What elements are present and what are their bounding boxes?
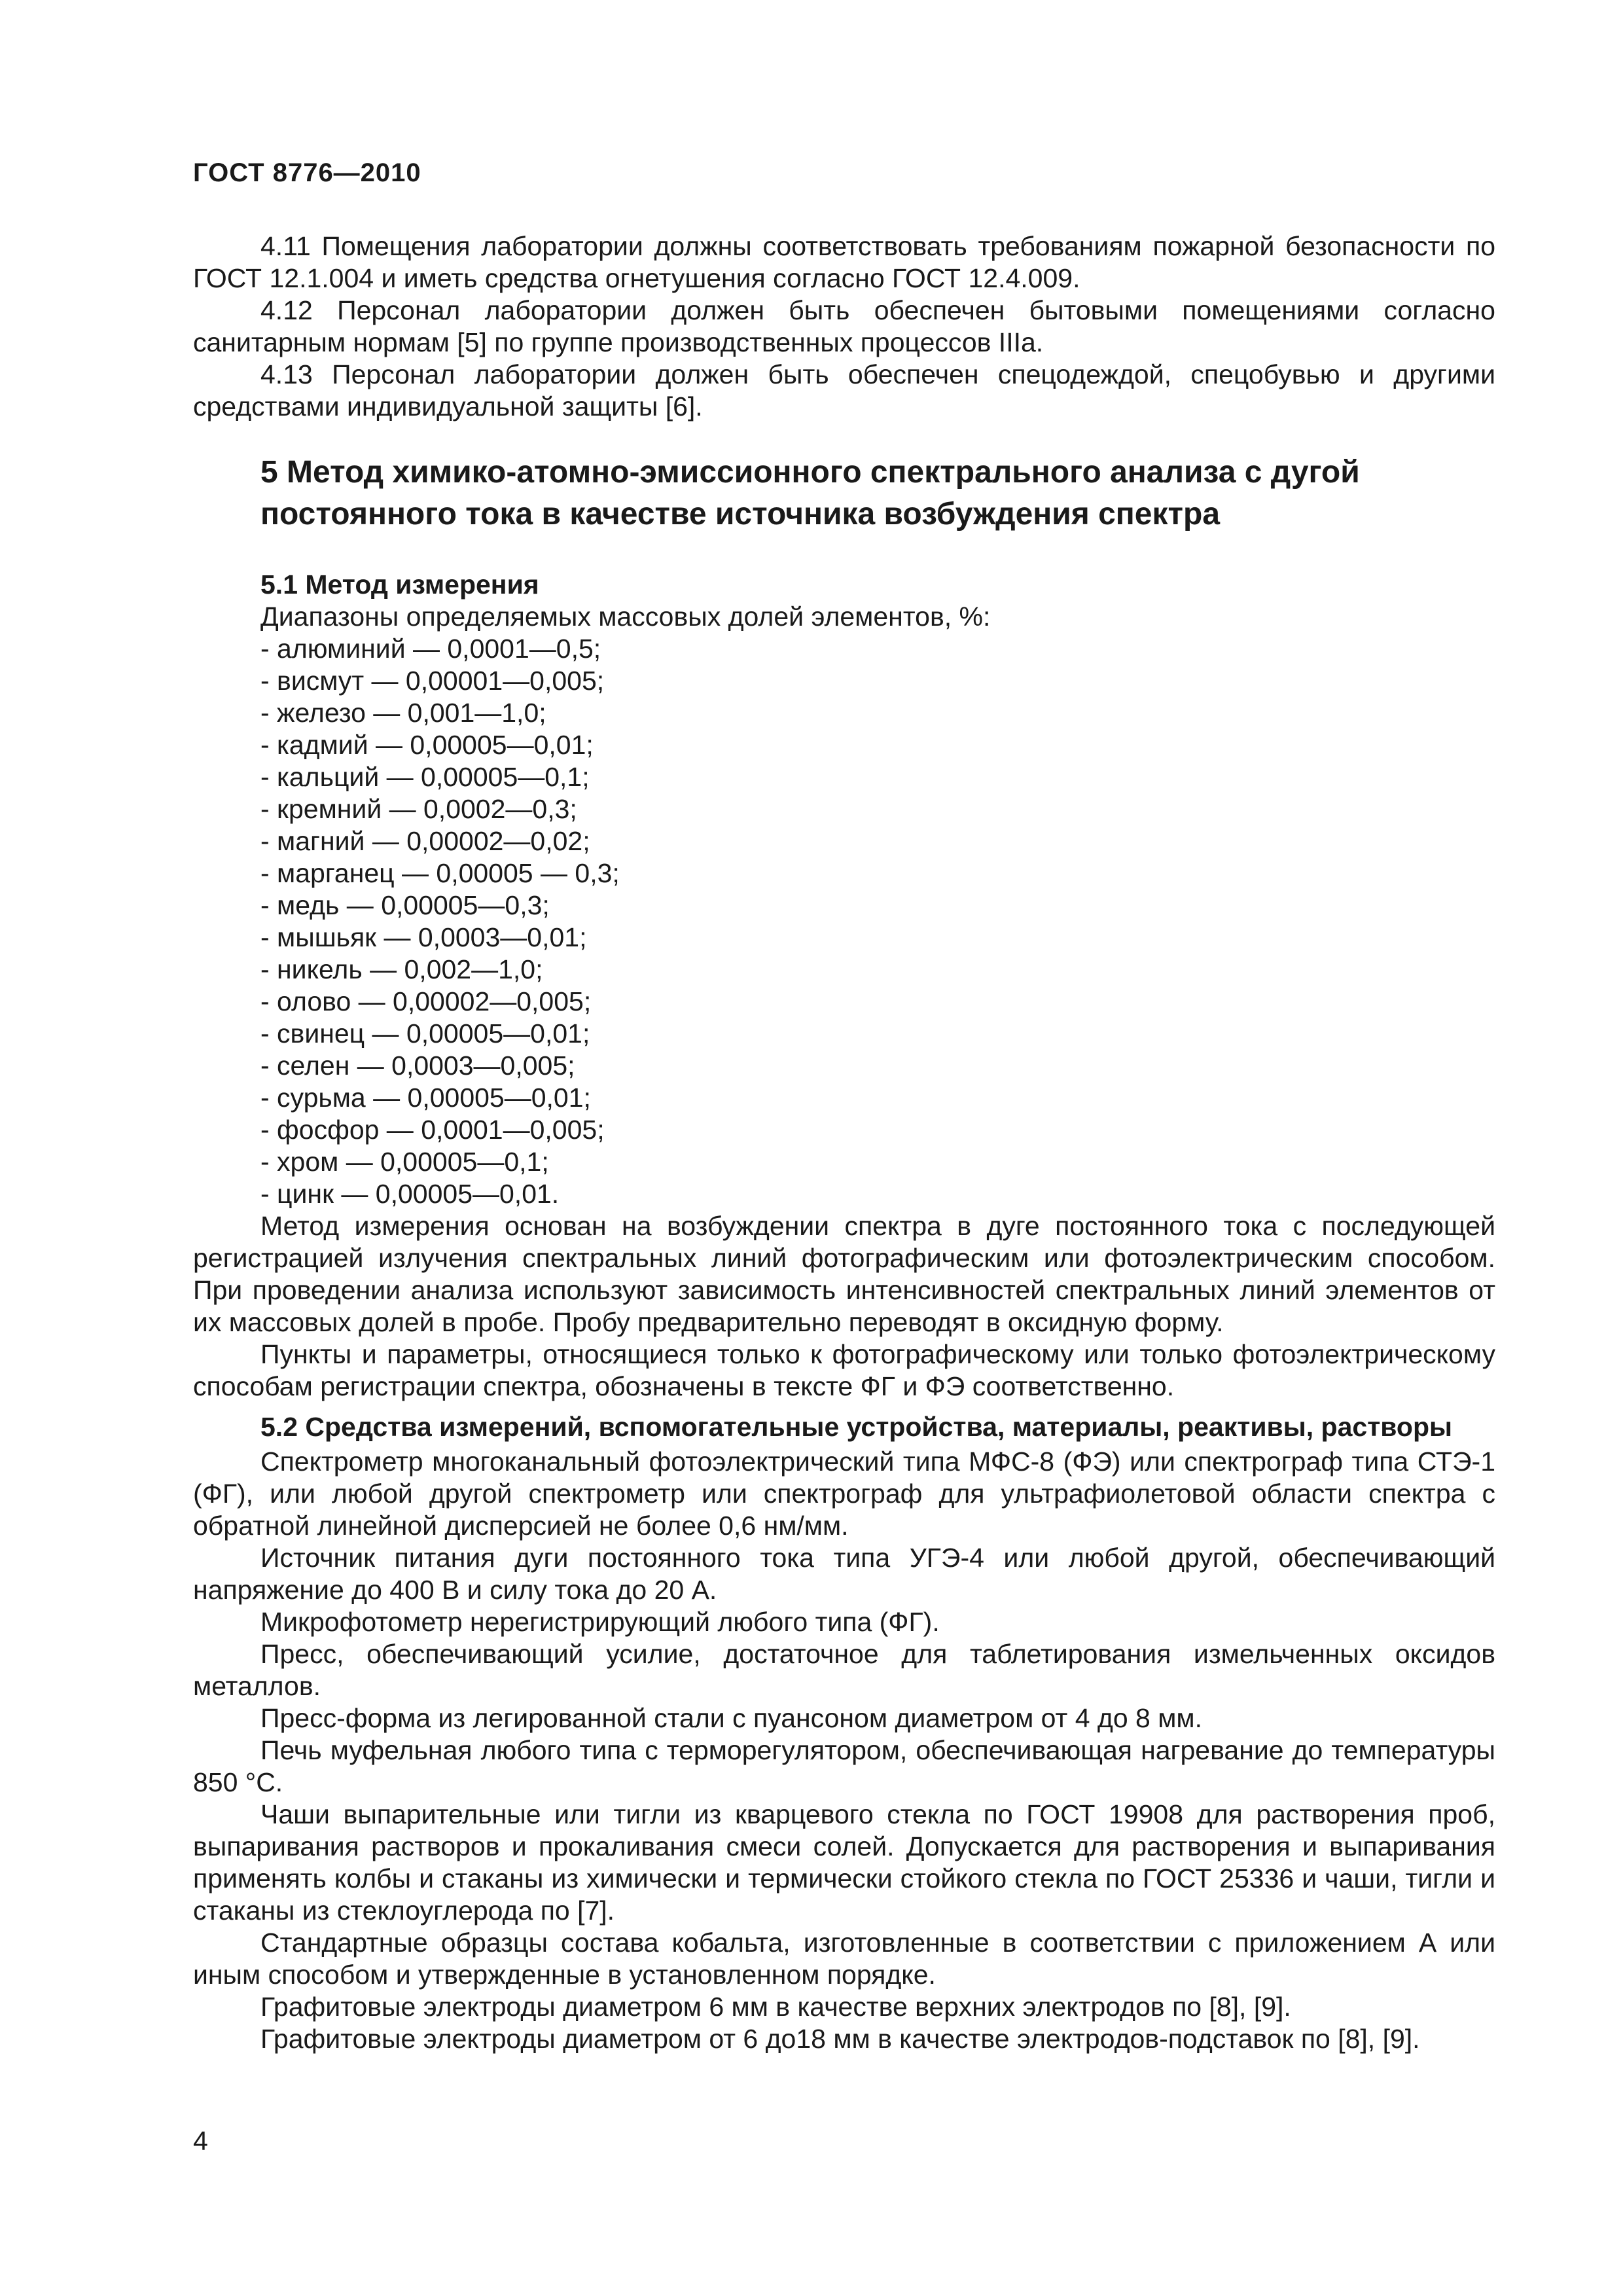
element-range-item: - сурьма — 0,00005—0,01; [260,1083,591,1113]
element-range-item: - висмут — 0,00001—0,005; [260,666,605,696]
subsection-5-2-title: 5.2 Средства измерений, вспомогательные устройства, материалы, реактивы, растворы [260,1412,1453,1442]
equipment-paragraph: Печь муфельная любого типа с терморегулятором, обеспечивающая нагревание до температуры 850 °С. [193,1735,1495,1797]
paragraph-4-13: 4.13 Персонал лаборатории должен быть обеспечен спецодеждой, спецобувью и другими средствами индивидуальной защиты [6]. [193,359,1495,422]
element-range-item: - цинк — 0,00005—0,01. [260,1179,560,1209]
section-5-title: 5 Метод химико-атомно-эмиссионного спектрального анализа с дугой постоянного тока в качестве источника возбуждения спектра [260,455,1360,531]
element-range-item: - селен — 0,0003—0,005; [260,1050,575,1081]
equipment-paragraph: Стандартные образцы состава кобальта, изготовленные в соответствии с приложением А или иным способом и утвержденные в установленном порядке. [193,1928,1495,1990]
element-range-item: - свинец — 0,00005—0,01; [260,1018,590,1049]
doc-header: ГОСТ 8776—2010 [193,158,421,187]
element-range-item: - кремний — 0,0002—0,3; [260,794,577,824]
equipment-paragraph: Пресс-форма из легированной стали с пуансоном диаметром от 4 до 8 мм. [260,1703,1202,1733]
element-range-item: - никель — 0,002—1,0; [260,954,543,984]
element-range-item: - железо — 0,001—1,0; [260,698,546,728]
element-range-list [193,633,1495,1210]
equipment-list [193,1446,1495,2055]
equipment-paragraph: Графитовые электроды диаметром 6 мм в качестве верхних электродов по [8], [9]. [260,1992,1291,2022]
document-body [193,230,1495,2055]
element-range-item: - алюминий — 0,0001—0,5; [260,634,601,664]
page-number: 4 [193,2126,208,2156]
equipment-paragraph: Графитовые электроды диаметром от 6 до18 мм в качестве электродов-подставок по [8], [9]. [260,2024,1420,2054]
equipment-paragraph: Пресс, обеспечивающий усилие, достаточное для таблетирования измельченных оксидов металлов. [193,1639,1495,1701]
ranges-intro: Диапазоны определяемых массовых долей элементов, %: [260,601,991,632]
equipment-paragraph: Чаши выпарительные или тигли из кварцевого стекла по ГОСТ 19908 для растворения проб, выпаривания растворов и прокаливания смеси солей. Допускается для растворения и выпаривания применять колбы и стаканы из химически и термически стойкого стекла по ГОСТ 25336 и чаши, тигли и стаканы из стеклоуглерода по [7]. [193,1799,1495,1926]
equipment-paragraph: Источник питания дуги постоянного тока типа УГЭ-4 или любой другой, обеспечивающий напряжение до 400 В и силу тока до 20 А. [193,1543,1495,1605]
element-range-item: - медь — 0,00005—0,3; [260,890,550,920]
paragraph-4-12: 4.12 Персонал лаборатории должен быть обеспечен бытовыми помещениями согласно санитарным нормам [5] по группе производственных процессов IIIa. [193,295,1495,357]
element-range-item: - олово — 0,00002—0,005; [260,986,592,1016]
element-range-item: - кальций — 0,00005—0,1; [260,762,590,792]
element-range-item: - кадмий — 0,00005—0,01; [260,730,594,760]
element-range-item: - мышьяк — 0,0003—0,01; [260,922,587,952]
paragraph-4-11: 4.11 Помещения лаборатории должны соответствовать требованиям пожарной безопасности по ГОСТ 12.1.004 и иметь средства огнетушения согласно ГОСТ 12.4.009. [193,231,1495,293]
method-description: Метод измерения основан на возбуждении спектра в дуге постоянного тока с последующей регистрацией излучения спектральных линий фотографическим или фотоэлектрическим способом. При проведении анализа используют зависимость интенсивностей спектральных линий элементов от их массовых долей в пробе. Пробу предварительно переводят в оксидную форму. [193,1211,1495,1337]
registration-note: Пункты и параметры, относящиеся только к фотографическому или только фотоэлектрическому способам регистрации спектра, обозначены в тексте ФГ и ФЭ соответственно. [193,1339,1495,1401]
element-range-item: - хром — 0,00005—0,1; [260,1147,549,1177]
equipment-paragraph: Спектрометр многоканальный фотоэлектрический типа МФС-8 (ФЭ) или спектрограф типа СТЭ-1 (ФГ), или любой другой спектрометр или спектрограф для ультрафиолетовой области спектра с обратной линейной дисперсией не более 0,6 нм/мм. [193,1446,1495,1541]
equipment-paragraph: Микрофотометр нерегистрирующий любого типа (ФГ). [260,1607,940,1637]
element-range-item: - марганец — 0,00005 — 0,3; [260,858,620,888]
subsection-5-1-title: 5.1 Метод измерения [260,569,539,600]
element-range-item: - магний — 0,00002—0,02; [260,826,590,856]
element-range-item: - фосфор — 0,0001—0,005; [260,1115,605,1145]
